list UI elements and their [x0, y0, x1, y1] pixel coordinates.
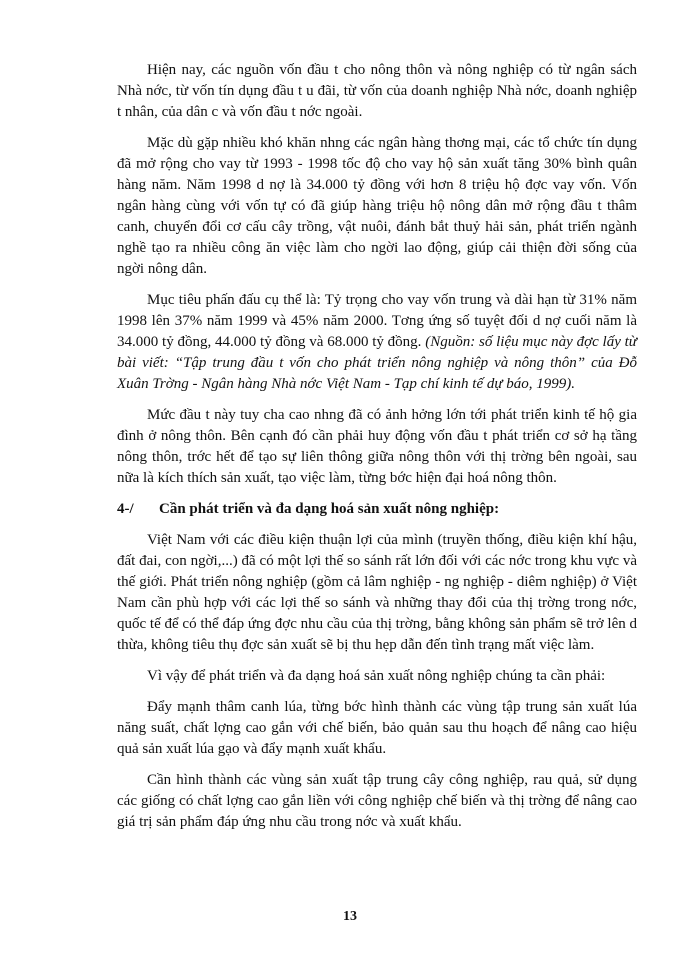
targets-text: Mục tiêu phấn đấu cụ thể là: Tỷ trọng cho vay vốn trung và dài hạn từ 31% năm 1998 lên 37% năm 1999 và 45% năm 2000. Tơng ứng số tuyệt đối d nợ cuối năm là 34.000 tỷ đồng, 44.000 tỷ đồng và 68.000 tỷ đồng.: [117, 292, 637, 350]
paragraph-rice-intensification: Đẩy mạnh thâm canh lúa, từng bớc hình thành các vùng tập trung sản xuất lúa năng suất, chất lợng cao gắn với chế biến, bảo quản sau thu hoạch để nâng cao hiệu quả sản xuất lúa gạo và đẩy mạnh xuất khẩu.: [117, 699, 637, 757]
paragraph-targets: [117, 290, 637, 395]
paragraph-industrial-crops: Cần hình thành các vùng sản xuất tập trung cây công nghiệp, rau quả, sử dụng các giống có chất lợng cao gắn liền với công nghiệp chế biến và thị trờng để nâng cao giá trị sản phẩm đáp ứng nhu cầu trong nớc và xuất khẩu.: [117, 772, 637, 830]
paragraph-intro-needs: Vì vậy để phát triển và đa dạng hoá sản xuất nông nghiệp chúng ta cần phải:: [147, 668, 606, 684]
paragraph-comparative-advantage: Việt Nam với các điều kiện thuận lợi của mình (truyền thống, điều kiện khí hậu, đất đai, con ngời,...) đã có một lợi thế so sánh rất lớn đối với các nớc trong khu vực và thế giới. Phát triển nông nghiệp (gồm cả lâm nghiệp - ng nghiệp - diêm nghiệp) ở Việt Nam cần phù hợp với các lợi thế so sánh và những thay đổi của thị trờng trong nớc, quốc tế để có thể đáp ứng đợc nhu cầu của thị trờng, bằng không sản phẩm sẽ trở lên d thừa, không tiêu thụ đợc sản xuất sẽ bị thu hẹp dẫn đến tình trạng mất việc làm.: [117, 532, 637, 653]
paragraph-bank-lending: Mặc dù gặp nhiều khó khăn nhng các ngân hàng thơng mại, các tổ chức tín dụng đã mở rộng cho vay từ 1993 - 1998 tốc độ cho vay hộ sản xuất tăng 30% bình quân hàng năm. Năm 1998 d nợ là 34.000 tỷ đồng với hơn 8 triệu hộ đợc vay vốn. Vốn ngân hàng cùng với vốn tự có đã giúp hàng triệu hộ nông dân mở rộng đầu t thâm canh, chuyển đổi cơ cấu cây trồng, vật nuôi, đánh bắt thuỷ hải sản, phát triển ngành nghề tạo ra nhiều công ăn việc làm cho ngời lao động, giúp cải thiện đời sống của ngời nông dân.: [117, 135, 637, 277]
section-title: Cần phát triển và đa dạng hoá sản xuất nông nghiệp:: [159, 501, 500, 517]
source-citation: (Nguồn: số liệu mục này đợc lấy từ bài viết: “Tập trung đầu t vốn cho phát triển nông nghiệp và nông thôn” của Đỗ Xuân Trờng - Ngân hàng Nhà nớc Việt Nam - Tạp chí kinh tế dự báo, 1999).: [117, 334, 637, 392]
paragraph-investment-impact: Mức đầu t này tuy cha cao nhng đã có ảnh hởng lớn tới phát triển kinh tế hộ gia đình ở nông thôn. Bên cạnh đó cần phải huy động vốn đầu t phát triển cơ sở hạ tầng nông thôn, trớc hết để tạo sự liên thông giữa nông thôn với thị trờng bên ngoài, sau nữa là kích thích sản xuất, tạo việc làm, từng bớc hiện đại hoá nông thôn.: [117, 407, 637, 486]
paragraph-capital-sources: Hiện nay, các nguồn vốn đầu t cho nông thôn và nông nghiệp có từ ngân sách Nhà nớc, từ vốn tín dụng đầu t u đãi, từ vốn của doanh nghiệp Nhà nớc, doanh nghiệp t nhân, của dân c và vốn đầu t nớc ngoài.: [117, 62, 637, 120]
page-body: [117, 60, 637, 843]
section-number: 4-/: [117, 501, 134, 517]
section-heading: [117, 499, 637, 520]
page-number: 13: [343, 909, 357, 924]
